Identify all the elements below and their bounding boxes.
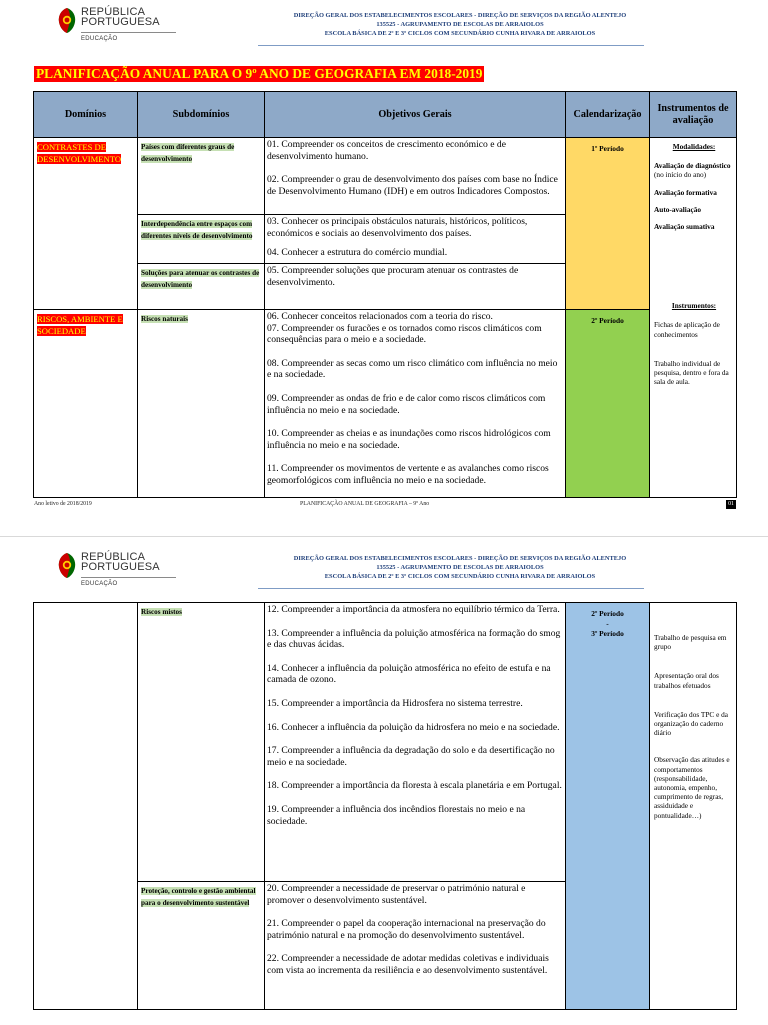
instrument-trabalho-individual: Trabalho individual de pesquisa, dentro e fora da sala de aula. bbox=[654, 358, 729, 387]
instrument-tpc: Verificação dos TPC e da organização do caderno diário bbox=[654, 709, 729, 738]
period-label: 2º Período bbox=[591, 316, 624, 325]
objective-item: 02. Compreender o grau de desenvolvimento dos países com base no Índice de Desenvolvimento Humano (IDH) e em outros Indicadores Compostos. bbox=[267, 174, 558, 197]
planning-table-page-2 bbox=[33, 602, 737, 1010]
assessment-cell bbox=[650, 603, 737, 1010]
logo-subtitle: EDUCAÇÃO bbox=[81, 36, 118, 42]
column-header-objetivos: Objetivos Gerais bbox=[265, 92, 566, 138]
institution-header bbox=[232, 11, 688, 38]
instrumentos-heading: Instrumentos: bbox=[671, 301, 717, 311]
period-label: 2º Período bbox=[591, 609, 624, 618]
instrument-apresentacao: Apresentação oral dos trabalhos efetuados bbox=[654, 671, 719, 690]
assessment-cell bbox=[650, 138, 737, 498]
objective-item: 15. Compreender a importância da Hidrosfera no sistema terrestre. bbox=[267, 697, 523, 709]
subdomain-label: Interdependência entre espaços com diferentes níveis de desenvolvimento bbox=[141, 220, 253, 240]
domain-label: RISCOS, AMBIENTE E SOCIEDADE bbox=[37, 314, 123, 336]
subdomain-cell bbox=[138, 310, 265, 498]
header-line-1: DIREÇÃO GERAL DOS ESTABELECIMENTOS ESCOLARES - DIREÇÃO DE SERVIÇOS DA REGIÃO ALENTEJO bbox=[293, 555, 627, 562]
objective-item: 19. Compreender a influência dos incêndios florestais no meio e na sociedade. bbox=[267, 803, 526, 827]
footer-school-year: Ano letivo de 2018/2019 bbox=[34, 501, 92, 507]
logo-subtitle: EDUCAÇÃO bbox=[81, 581, 118, 587]
objective-item: 17. Compreender a influência da degradação do solo e da desertificação no meio e na sociedade. bbox=[267, 745, 555, 768]
objective-item: 12. Compreender a importância da atmosfera no equilíbrio térmico da Terra. bbox=[267, 604, 560, 615]
page-number-badge: 01 bbox=[726, 500, 736, 509]
modalidades-heading: Modalidades: bbox=[672, 142, 716, 151]
subdomain-label: Soluções para atenuar os contrastes de desenvolvimento bbox=[141, 269, 260, 289]
objectives-cell bbox=[265, 264, 566, 310]
objective-item: 06. Conhecer conceitos relacionados com a teoria do risco. bbox=[267, 311, 493, 322]
column-header-dominios: Domínios bbox=[34, 92, 138, 138]
objective-item: 01. Compreender os conceitos de crescimento económico e de desenvolvimento humano. bbox=[267, 139, 506, 162]
subdomain-cell bbox=[138, 603, 265, 882]
objective-item: 03. Conhecer os principais obstáculos naturais, históricos, políticos, económicos e sociais ao desenvolvimento dos países. bbox=[267, 216, 528, 239]
objective-item: 07. Compreender os furacões e os tornados como riscos climáticos com consequências para o meio e a sociedade. bbox=[267, 322, 542, 346]
logo-text: REPÚBLICA PORTUGUESA bbox=[81, 551, 160, 573]
institution-header bbox=[232, 554, 688, 581]
assessment-formativa: Avaliação formativa bbox=[654, 187, 717, 197]
republica-portuguesa-logo bbox=[56, 6, 176, 50]
document-page-2 bbox=[0, 536, 768, 1025]
header-rule bbox=[258, 588, 644, 589]
objectives-cell bbox=[265, 603, 566, 882]
domain-cell-riscos bbox=[34, 310, 138, 498]
header-line-3: ESCOLA BÁSICA DE 2º E 3º CICLOS COM SECUNDÁRIO CUNHA RIVARA DE ARRAIOLOS bbox=[324, 573, 596, 580]
planning-table-page-1 bbox=[33, 91, 737, 498]
objective-item: 20. Compreender a necessidade de preservar o património natural e promover o desenvolvimento sustentável. bbox=[267, 883, 526, 906]
subdomain-label: Países com diferentes graus de desenvolvimento bbox=[141, 143, 235, 163]
subdomain-label: Riscos naturais bbox=[141, 315, 188, 323]
document-title: PLANIFICAÇÃO ANUAL PARA O 9º ANO DE GEOGRAFIA EM 2018-2019 bbox=[36, 66, 483, 81]
subdomain-cell bbox=[138, 882, 265, 1010]
objective-item: 16. Conhecer a influência da poluição da hidrosfera no meio e na sociedade. bbox=[267, 721, 560, 733]
assessment-diagnostica: Avaliação de diagnóstico (no início do ano) bbox=[654, 161, 731, 180]
header-line-2: 135525 - AGRUPAMENTO DE ESCOLAS DE ARRAIOLOS bbox=[376, 21, 544, 28]
objective-item: 08. Compreender as secas como um risco climático com influência no meio e na sociedade. bbox=[267, 357, 558, 381]
assessment-sumativa: Avaliação sumativa bbox=[654, 222, 715, 232]
objectives-cell bbox=[265, 882, 566, 1010]
objective-item: 14. Conhecer a influência da poluição atmosférica no efeito de estufa e na camada de ozono. bbox=[267, 662, 551, 686]
objective-item: 18. Compreender a importância da floresta à escala planetária e em Portugal. bbox=[267, 780, 562, 792]
domain-cell-contrastes bbox=[34, 138, 138, 310]
instrument-trabalho-grupo: Trabalho de pesquisa em grupo bbox=[654, 633, 727, 652]
subdomain-cell bbox=[138, 215, 265, 264]
portuguese-emblem-icon bbox=[56, 6, 78, 34]
subdomain-label: Riscos mistos bbox=[141, 608, 182, 616]
assessment-auto: Auto-avaliação bbox=[654, 204, 702, 214]
domain-cell-empty bbox=[34, 603, 138, 1010]
objective-item: 22. Compreender a necessidade de adotar medidas coletivas e individuais com vista ao incrementa da resiliência e ao desenvolvimento sustentável. bbox=[267, 953, 549, 976]
subdomain-cell bbox=[138, 138, 265, 215]
period-dash: - bbox=[606, 619, 609, 628]
objectives-cell bbox=[265, 138, 566, 215]
logo-rule bbox=[81, 577, 176, 578]
objective-item: 11. Compreender os movimentos de vertente e as avalanches como riscos geomorfológicos com influência no meio e na sociedade. bbox=[267, 463, 549, 486]
column-header-subdominios: Subdomínios bbox=[138, 92, 265, 138]
objective-item: 09. Compreender as ondas de frio e de calor como riscos climáticos com influência no meio e na sociedade. bbox=[267, 392, 546, 416]
period-label: 1º Período bbox=[591, 144, 624, 153]
objectives-cell bbox=[265, 310, 566, 498]
header-rule bbox=[258, 45, 644, 46]
subdomain-cell bbox=[138, 264, 265, 310]
objective-item: 05. Compreender soluções que procuram atenuar os contrastes de desenvolvimento. bbox=[267, 265, 519, 288]
instrument-fichas: Fichas de aplicação de conhecimentos bbox=[654, 320, 720, 339]
column-header-instrumentos: Instrumentos de avaliação bbox=[650, 92, 737, 138]
column-header-calendarizacao: Calendarização bbox=[566, 92, 650, 138]
period-cell-2-3 bbox=[566, 603, 650, 1010]
objective-item: 21. Compreender o papel da cooperação internacional na preservação do património natural e na promoção do desenvolvimento sustentável. bbox=[267, 918, 546, 941]
header-line-3: ESCOLA BÁSICA DE 2º E 3º CICLOS COM SECUNDÁRIO CUNHA RIVARA DE ARRAIOLOS bbox=[324, 30, 596, 37]
objective-item: 04. Conhecer a estrutura do comércio mundial. bbox=[267, 247, 448, 259]
portuguese-emblem-icon bbox=[56, 551, 78, 579]
logo-rule bbox=[81, 32, 176, 33]
period-label: 3º Período bbox=[591, 629, 624, 638]
logo-text: REPÚBLICA PORTUGUESA bbox=[81, 6, 160, 28]
period-cell-1 bbox=[566, 138, 650, 310]
republica-portuguesa-logo bbox=[56, 551, 176, 595]
objectives-cell bbox=[265, 215, 566, 264]
period-cell-2 bbox=[566, 310, 650, 498]
footer-document-name: PLANIFICAÇÃO ANUAL DE GEOGRAFIA – 9º Ano bbox=[300, 501, 430, 507]
instrument-observacao: Observação das atitudes e comportamentos (responsabilidade, autonomia, empenho, cumprimento de regras, assiduidade e pontualidade…) bbox=[654, 755, 730, 820]
subdomain-label: Proteção, controlo e gestão ambiental para o desenvolvimento sustentável bbox=[141, 887, 256, 907]
objective-item: 13. Compreender a influência da poluição atmosférica na formação do smog e das chuvas ácidas. bbox=[267, 627, 561, 651]
header-line-2: 135525 - AGRUPAMENTO DE ESCOLAS DE ARRAIOLOS bbox=[376, 564, 544, 571]
objective-item: 10. Compreender as cheias e as inundações como riscos hidrológicos com influência no meio e na sociedade. bbox=[267, 428, 551, 451]
domain-label: CONTRASTES DE DESENVOLVIMENTO bbox=[37, 142, 122, 164]
header-line-1: DIREÇÃO GERAL DOS ESTABELECIMENTOS ESCOLARES - DIREÇÃO DE SERVIÇOS DA REGIÃO ALENTEJO bbox=[293, 12, 627, 19]
